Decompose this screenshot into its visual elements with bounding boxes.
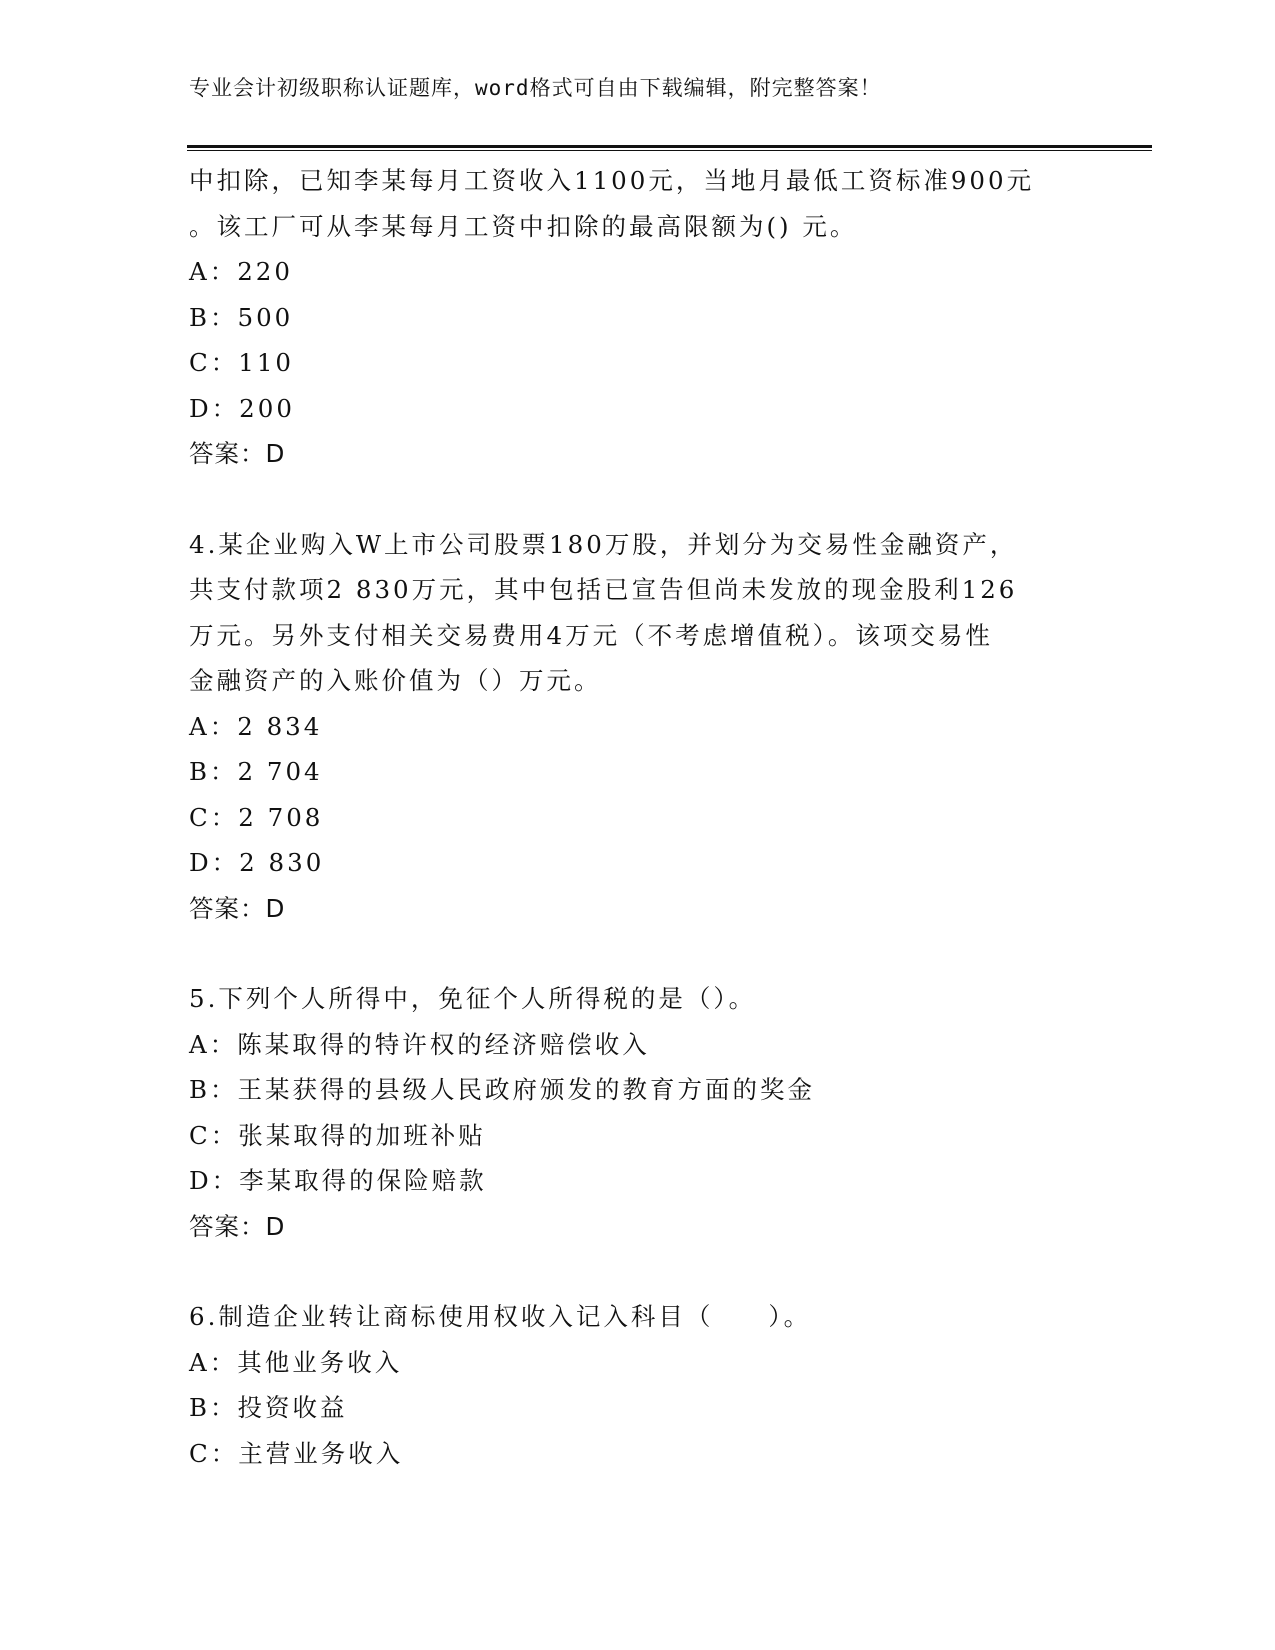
- question-stem-line: 万元。另外支付相关交易费用4万元（不考虑增值税）。该项交易性: [189, 620, 993, 650]
- option-d: D：李某取得的保险赔款: [189, 1166, 487, 1195]
- answer-line: 答案：D: [189, 1211, 286, 1241]
- question-stem-line: 6.制造企业转让商标使用权收入记入科目（ ）。: [189, 1302, 812, 1331]
- option-a: A：其他业务收入: [189, 1347, 403, 1377]
- question-stem-line: 金融资产的入账价值为（）万元。: [189, 666, 602, 695]
- answer-line: 答案：D: [189, 439, 286, 468]
- option-a: A：2 834: [189, 711, 323, 741]
- option-b: B：2 704: [189, 757, 323, 786]
- option-a: A：220: [189, 257, 293, 286]
- question-content: [189, 158, 1129, 1476]
- answer-line: 答案：D: [189, 893, 286, 923]
- option-b: B：王某获得的县级人民政府颁发的教育方面的奖金: [189, 1075, 816, 1104]
- question-6: [189, 1294, 1129, 1476]
- option-d: D：200: [189, 393, 295, 423]
- option-c: C：2 708: [189, 802, 324, 832]
- question-stem-line: 5.下列个人所得中，免征个人所得税的是（）。: [189, 984, 757, 1013]
- option-c: C：张某取得的加班补贴: [189, 1120, 486, 1150]
- spacer: [189, 1249, 1129, 1294]
- option-c: C：主营业务收入: [189, 1438, 404, 1468]
- spacer: [189, 477, 1129, 522]
- option-c: C：110: [189, 348, 295, 377]
- option-d: D：2 830: [189, 848, 325, 877]
- spacer: [189, 931, 1129, 976]
- option-b: B：500: [189, 302, 294, 332]
- question-4: [189, 522, 1129, 932]
- question-stem-line: 。该工厂可从李某每月工资中扣除的最高限额为() 元。: [189, 211, 858, 241]
- question-3-continued: [189, 158, 1129, 477]
- header-rule-thick: [187, 145, 1152, 148]
- header-rule-thin: [187, 150, 1152, 151]
- question-stem-line: 共支付款项2 830万元，其中包括已宣告但尚未发放的现金股利126: [189, 575, 1018, 604]
- option-b: B：投资收益: [189, 1393, 348, 1422]
- header-rule: [187, 145, 1152, 151]
- option-a: A：陈某取得的特许权的经济赔偿收入: [189, 1029, 650, 1059]
- question-5: [189, 976, 1129, 1249]
- question-stem-line: 中扣除，已知李某每月工资收入1100元，当地月最低工资标准900元: [189, 166, 1035, 195]
- page-header: 专业会计初级职称认证题库，word格式可自由下载编辑，附完整答案！: [189, 76, 882, 100]
- question-stem-line: 4.某企业购入W上市公司股票180万股，并划分为交易性金融资产，: [189, 529, 1018, 559]
